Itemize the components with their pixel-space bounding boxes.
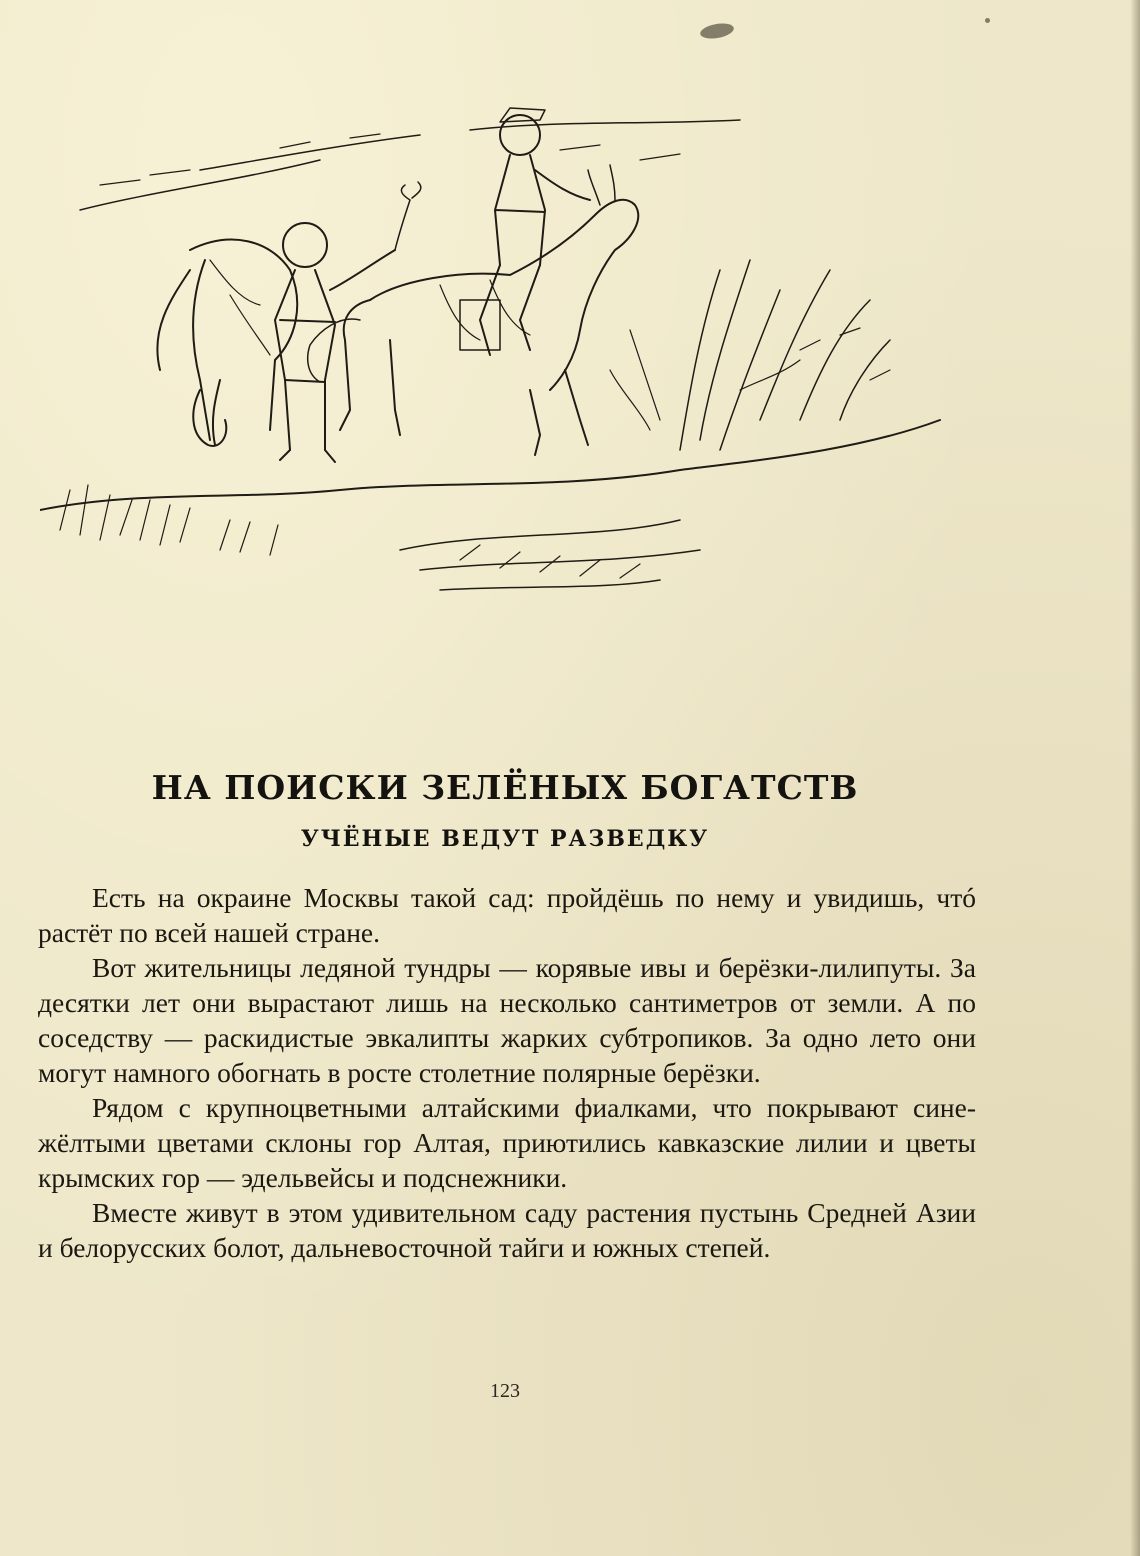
paragraph: Рядом с крупноцветными алтайскими фиалками, что покрывают сине-жёлтыми цветами склоны гор Алтая, приютились кавказские лилии и цветы крымских гор — эдельвейсы и подснежники. [38, 1092, 976, 1193]
paragraph: Вот жительницы ледяной тундры — корявые ивы и берёзки-лилипуты. За десятки лет они вырастают лишь на несколько сантиметров от земли. А по соседству — раскидистые эвкалипты жарких субтропиков. За одно лето они могут намного обогнать в росте столетние полярные берёзки. [38, 952, 976, 1088]
page-number: 123 [490, 1380, 520, 1402]
riders-on-horse-illustration [40, 90, 960, 620]
body-text [38, 880, 976, 1265]
illustration-drawing [40, 90, 960, 620]
ink-mark [699, 21, 735, 41]
article-title: НА ПОИСКИ ЗЕЛЁНЫХ БОГАТСТВ [151, 768, 859, 807]
paragraph: Вместе живут в этом удивительном саду растения пустынь Средней Азии и белорусских болот, дальневосточной тайги и южных степей. [38, 1197, 976, 1263]
paragraph: Есть на окраине Москвы такой сад: пройдёшь по нему и увидишь, чтó растёт по всей нашей стране. [38, 882, 976, 948]
article-subtitle: УЧЁНЫЕ ВЕДУТ РАЗВЕДКУ [300, 826, 710, 852]
ink-mark [985, 18, 990, 23]
page-edge-shadow [1130, 0, 1140, 1556]
